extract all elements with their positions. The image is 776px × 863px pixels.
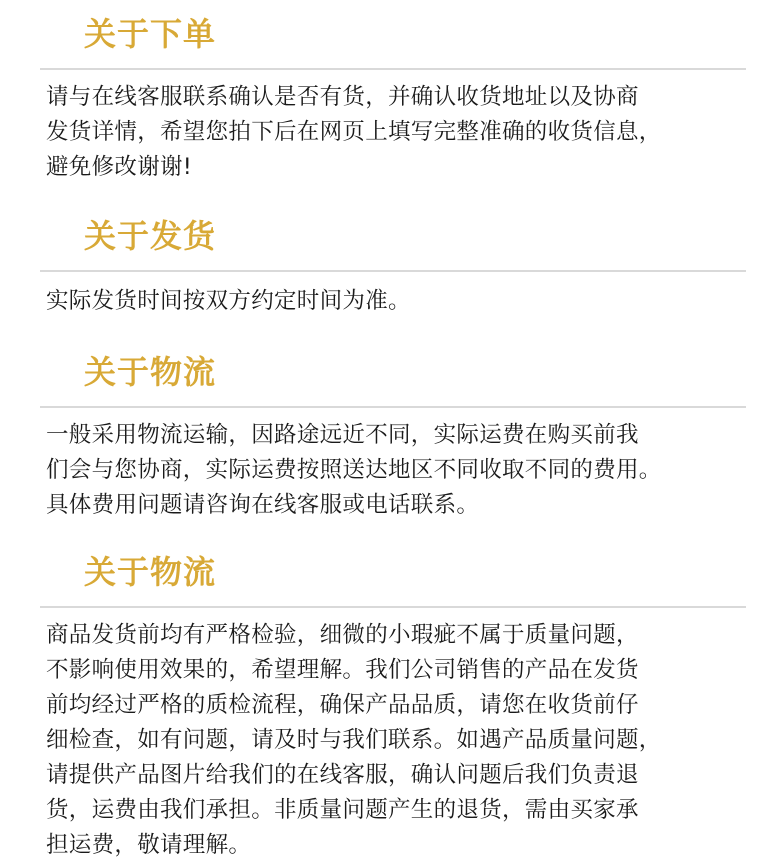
- section-heading-order: 关于下单: [84, 15, 217, 53]
- section-heading-quality: 关于物流: [84, 553, 217, 591]
- body-line: 们会与您协商，实际运费按照送达地区不同收取不同的费用。: [46, 457, 662, 483]
- section-heading-logistics: 关于物流: [84, 353, 217, 391]
- body-line: 前均经过严格的质检流程，确保产品品质，请您在收货前仔: [46, 692, 639, 718]
- section-divider: [40, 406, 746, 408]
- section-divider: [40, 68, 746, 70]
- section-heading-shipping: 关于发货: [84, 217, 217, 255]
- section-body-logistics: [46, 418, 758, 523]
- body-line: 具体费用问题请咨询在线客服或电话联系。: [46, 492, 480, 518]
- body-line: 请与在线客服联系确认是否有货，并确认收货地址以及协商: [46, 84, 639, 110]
- body-line: 担运费，敬请理解。: [46, 832, 252, 858]
- body-line: 不影响使用效果的，希望理解。我们公司销售的产品在发货: [46, 657, 639, 683]
- body-line: 商品发货前均有严格检验，细微的小瑕疵不属于质量问题，: [46, 622, 639, 648]
- body-line: 一般采用物流运输，因路途远近不同，实际运费在购买前我: [46, 422, 639, 448]
- section-divider: [40, 606, 746, 608]
- body-line: 避免修改谢谢!: [46, 154, 193, 180]
- section-divider: [40, 270, 746, 272]
- section-body-shipping: [46, 284, 758, 319]
- body-line: 细检查，如有问题，请及时与我们联系。如遇产品质量问题，: [46, 727, 662, 753]
- body-line: 货，运费由我们承担。非质量问题产生的退货，需由买家承: [46, 797, 639, 823]
- section-body-quality: [46, 618, 758, 863]
- body-line: 发货详情，希望您拍下后在网页上填写完整准确的收货信息，: [46, 119, 662, 145]
- body-line: 实际发货时间按双方约定时间为准。: [46, 288, 411, 314]
- body-line: 请提供产品图片给我们的在线客服，确认问题后我们负责退: [46, 762, 639, 788]
- section-body-order: [46, 80, 758, 185]
